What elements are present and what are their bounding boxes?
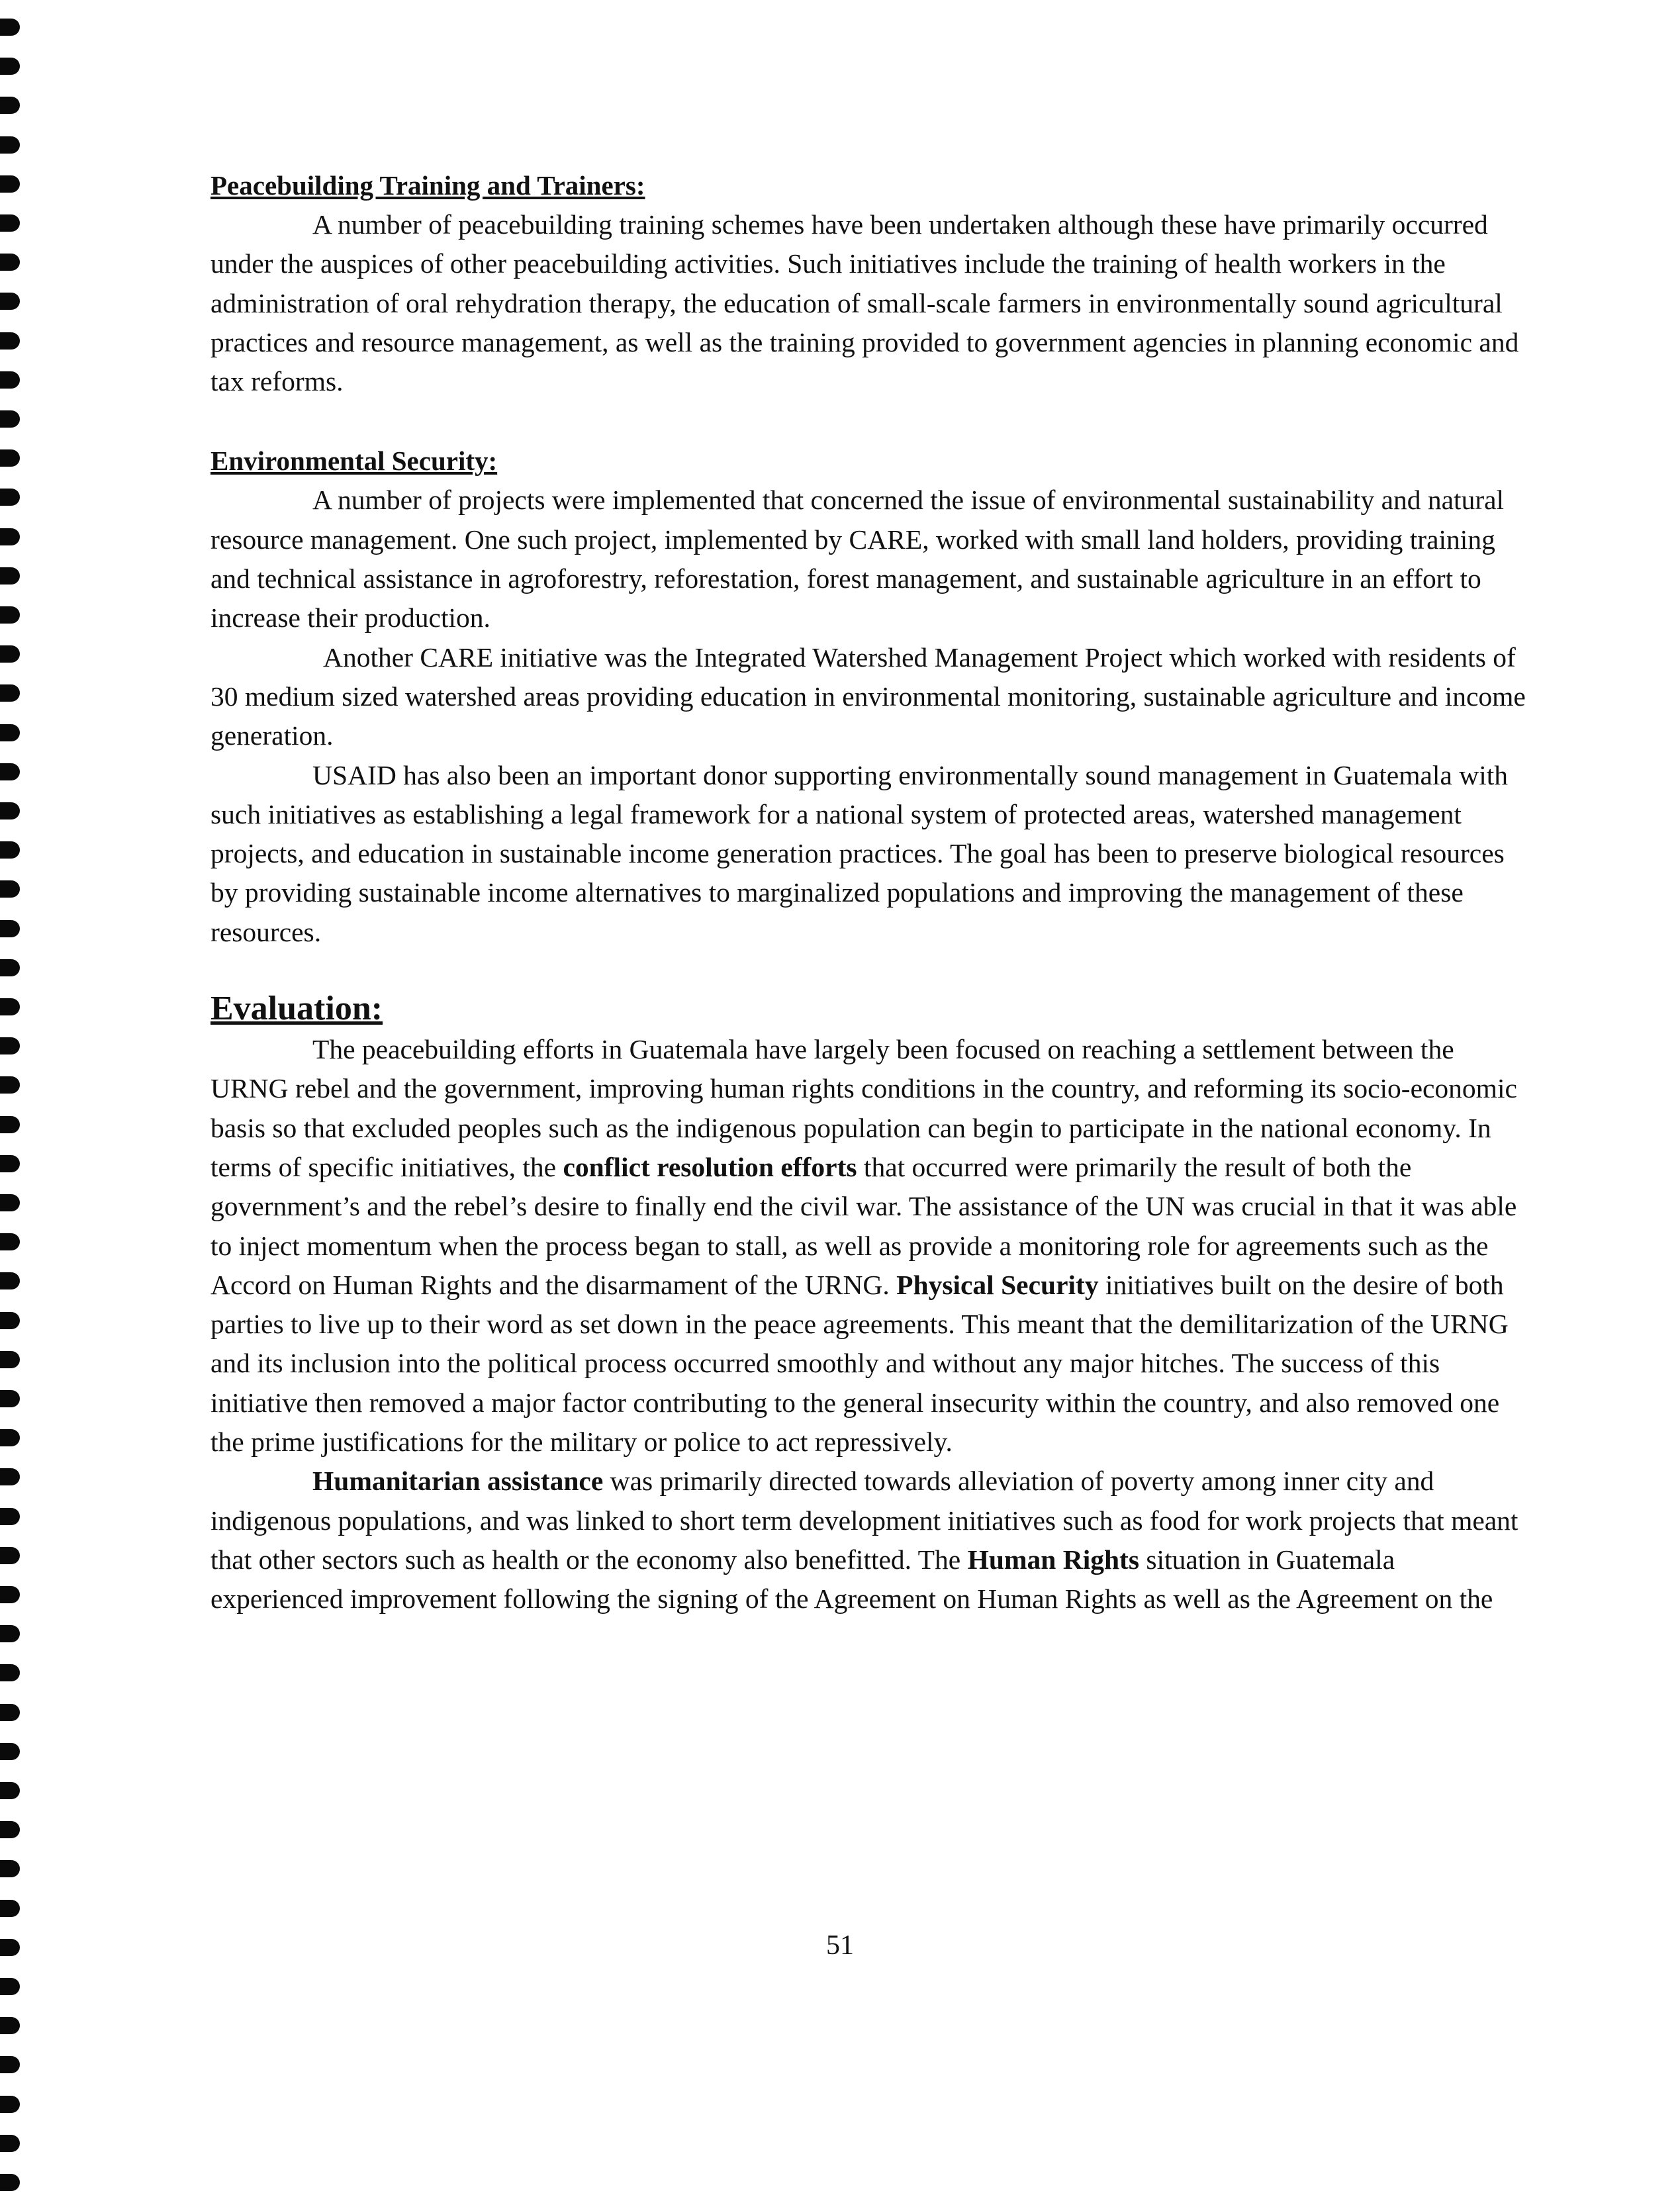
page-number: 51 [826,1930,854,1961]
binding-hole [0,1194,20,1211]
binding-hole [0,1860,20,1877]
text-run: was primarily directed towards alleviation of poverty among inner city and indigenous populations, and was linked to short term development initiatives such as food for work projects that meant that other sectors such as health or the economy also benefitted. The [210,1466,1518,1575]
text-run: USAID has also been an important donor supporting environmentally sound management in Guatemala with such initiatives as establishing a legal framework for a national system of protected areas, watershed management projects, and education in sustainable income generation practices. The goal has been to preserve biological resources by providing sustainable income alternatives to marginalized populations and improving the management of these resources. [210,759,1509,947]
binding-hole [0,724,20,741]
binding-hole [0,1586,20,1603]
binding-hole [0,1037,20,1054]
binding-hole [0,1743,20,1760]
section-training [210,165,1528,401]
binding-hole [0,606,20,624]
section-heading: Peacebuilding Training and Trainers: [210,170,645,201]
section-evaluation [210,988,1528,1618]
binding-hole [0,1547,20,1564]
binding-hole [0,645,20,663]
binding-hole [0,136,20,154]
binding-hole [0,684,20,702]
binding-hole [0,2135,20,2152]
binding-hole [0,1272,20,1289]
binding-hole [0,1821,20,1838]
binding-hole [0,1782,20,1799]
section-environmental-security [210,441,1528,952]
binding-hole [0,489,20,506]
binding-hole [0,959,20,976]
binding-hole [0,2096,20,2113]
binding-hole [0,449,20,467]
paragraph [210,756,1528,952]
section-heading: Environmental Security: [210,445,498,477]
binding-hole [0,1233,20,1250]
binding-hole [0,19,20,36]
binding-hole [0,332,20,350]
binding-hole [0,567,20,585]
bold-term: Physical Security [896,1269,1099,1300]
binding-hole [0,2056,20,2073]
binding-hole [0,97,20,114]
bold-term: Human Rights [967,1544,1140,1575]
binding-hole [0,920,20,937]
binding-hole [0,1076,20,1094]
binding-hole [0,1468,20,1485]
binding-hole [0,1508,20,1525]
binding-hole [0,1351,20,1368]
binding-hole [0,214,20,232]
binding-hole [0,763,20,780]
binding-hole [0,1625,20,1642]
bold-term: conflict resolution efforts [563,1151,857,1182]
text-run: A number of peacebuilding training schemes have been undertaken although these have primarily occurred under the auspices of other peacebuilding activities. Such initiatives include the training of health workers in the administration of oral rehydration therapy, the education of small-scale farmers in environmentally sound agricultural practices and resource management, as well as the training provided to government agencies in planning economic and tax reforms. [210,209,1519,397]
binding-hole [0,1155,20,1172]
binding-hole [0,2017,20,2034]
binding-hole [0,1116,20,1133]
text-run: initiatives built on the desire of both parties to live up to their word as set down in the peace agreements. This meant that the demilitarization of the URNG and its inclusion into the political process occurred smoothly and without any major hitches. The success of this initiative then removed a major factor contributing to the general insecurity within the country, and also removed one the prime justifications for the military or police to act repressively. [210,1269,1509,1458]
text-run: that occurred were primarily the result of both the government’s and the rebel’s desire to finally end the civil war. The assistance of the UN was crucial in that it was able to inject momentum when the process began to stall, as well as provide a monitoring role for agreements such as the Accord on Human Rights and the disarmament of the URNG. [210,1151,1517,1300]
binding-hole [0,1390,20,1407]
page-body [210,165,1528,1619]
binding-hole [0,1312,20,1329]
bold-term: Humanitarian assistance [312,1466,604,1497]
section-heading: Evaluation: [210,990,383,1028]
binding-hole [0,1978,20,1995]
binding-hole [0,1900,20,1917]
text-run: situation in Guatemala experienced improvement following the signing of the Agreement on Human Rights as well as the Agreement on the [210,1544,1493,1615]
spacer [210,952,1528,978]
binding-hole [0,1704,20,1721]
binding-hole [0,293,20,310]
binding-hole [0,528,20,545]
binding-hole [0,2174,20,2191]
binding-hole [0,58,20,75]
binding-hole [0,371,20,389]
binding-hole [0,1664,20,1681]
text-run: Another CARE initiative was the Integrated Watershed Management Project which worked with residents of 30 medium sized watershed areas providing education in environmental monitoring, sustainable agriculture and income generation. [210,641,1526,751]
paragraph [210,205,1528,401]
spiral-binding [0,0,26,2201]
binding-hole [0,841,20,859]
binding-hole [0,175,20,193]
binding-hole [0,998,20,1015]
binding-hole [0,254,20,271]
binding-hole [0,802,20,820]
paragraph [210,1462,1528,1618]
text-run: The peacebuilding efforts in Guatemala have largely been focused on reaching a settlement between the URNG rebel and the government, improving human rights conditions in the country, and reforming its socio-economic basis so that excluded peoples such as the indigenous population can begin to participate in the national economy. In terms of specific initiatives, the [210,1034,1517,1182]
spacer [210,401,1528,441]
binding-hole [0,880,20,898]
binding-hole [0,410,20,428]
paragraph [210,638,1528,756]
binding-hole [0,1429,20,1446]
text-run: A number of projects were implemented that concerned the issue of environmental sustainability and natural resource management. One such project, implemented by CARE, worked with small land holders, providing training and technical assistance in agroforestry, reforestation, forest management, and sustainable agriculture in an effort to increase their production. [210,485,1505,633]
paragraph [210,1030,1528,1462]
paragraph [210,481,1528,637]
